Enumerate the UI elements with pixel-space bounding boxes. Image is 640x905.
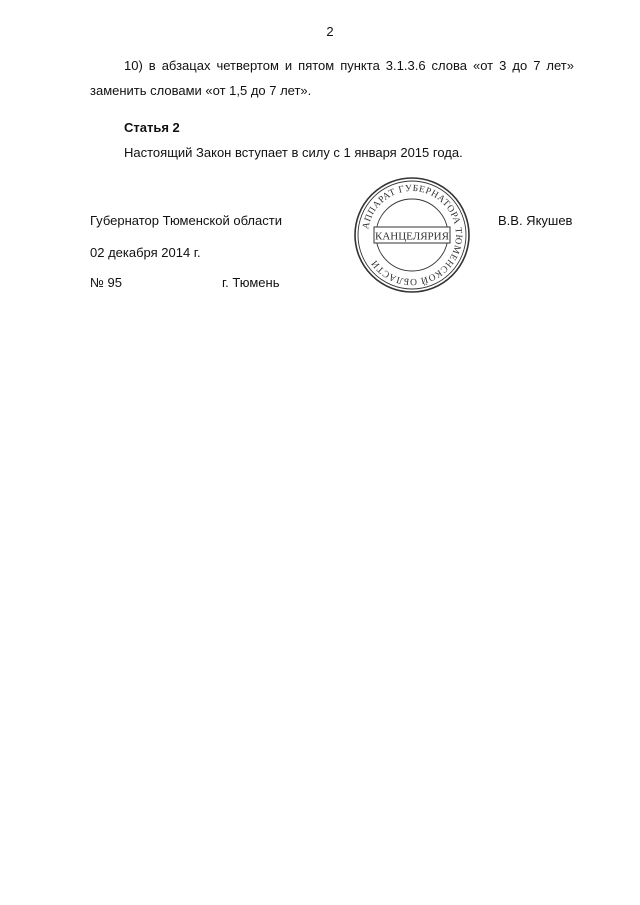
official-seal-stamp	[352, 175, 472, 295]
item-10-line-2: заменить словами «от 1,5 до 7 лет».	[90, 83, 312, 98]
article-text: Настоящий Закон вступает в силу с 1 января 2015 года.	[124, 145, 463, 160]
signatory-name: В.В. Якушев	[498, 213, 573, 228]
document-number: № 95	[90, 275, 123, 290]
seal-icon	[352, 175, 472, 295]
document-date: 02 декабря 2014 г.	[90, 245, 201, 260]
document-city: г. Тюмень	[222, 275, 280, 290]
page-number: 2	[326, 24, 334, 39]
article-heading: Статья 2	[124, 120, 180, 135]
seal-center-text: КАНЦЕЛЯРИЯ	[375, 230, 449, 243]
item-10-line-1: 10) в абзацах четвертом и пятом пункта 3.1.3.6 слова «от 3 до 7 лет»	[124, 58, 574, 73]
signatory-position: Губернатор Тюменской области	[90, 213, 282, 228]
seal-ring-text: АППАРАТ ГУБЕРНАТОРА ТЮМЕНСКОЙ ОБЛАСТИ	[361, 183, 464, 287]
